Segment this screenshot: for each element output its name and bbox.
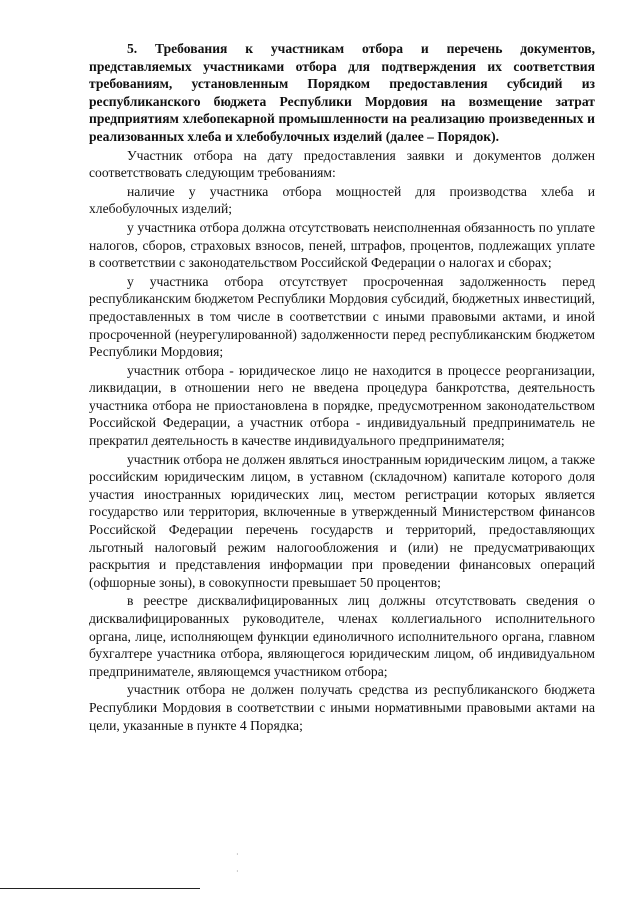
scan-artifact-dot: · bbox=[236, 867, 239, 876]
paragraph-reorganization: участник отбора - юридическое лицо не находится в процессе реорганизации, ликвидации, в отношении него не введена процедура банкротства, деятельность участника отбора не приостановлена в порядке, предусмотренном законодательством Российской Федерации, а участник отбора - индивидуальный предприниматель не прекратил деятельность в качестве индивидуального предпринимателя; bbox=[89, 362, 595, 449]
document-body bbox=[89, 40, 595, 734]
paragraph-foreign-entity: участник отбора не должен являться иностранным юридическим лицом, а также российским юридическим лицом, в уставном (складочном) капитале которого доля участия иностранных юридических лиц, местом регистрации которых является государство или территория, включенные в утвержденный Министерством финансов Российской Федерации перечень государств и территорий, предоставляющих льготный налоговый режим налогообложения и (или) не предусматривающих раскрытия и представления информации при проведении финансовых операций (офшорные зоны), в совокупности превышает 50 процентов; bbox=[89, 451, 595, 590]
section-heading: 5. Требования к участникам отбора и перечень документов, представляемых участниками отбора для подтверждения их соответствия требованиям, установленным Порядком предоставления субсидий из республиканского бюджета Республики Мордовия на возмещение затрат предприятиям хлебопекарной промышленности на реализацию произведенных и реализованных хлеба и хлебобулочных изделий (далее – Порядок). bbox=[89, 41, 595, 144]
paragraph-disqualified-registry: в реестре дисквалифицированных лиц должны отсутствовать сведения о дисквалифицированных руководителе, членах коллегиального исполнительного органа, лице, исполняющем функции единоличного исполнительного органа, главном бухгалтере участника отбора, являющегося юридическим лицом, об индивидуальном предпринимателе, являющемся участником отбора; bbox=[89, 593, 595, 679]
paragraph-intro: Участник отбора на дату предоставления заявки и документов должен соответствовать следующим требованиям: bbox=[89, 147, 595, 181]
paragraph-capacity: наличие у участника отбора мощностей для производства хлеба и хлебобулочных изделий; bbox=[89, 183, 595, 217]
paragraph-taxes: у участника отбора должна отсутствовать неисполненная обязанность по уплате налогов, сборов, страховых взносов, пеней, штрафов, процентов, подлежащих уплате в соответствии с законодательством Российской Федерации о налогах и сборах; bbox=[89, 219, 595, 271]
footer-rule bbox=[0, 888, 200, 889]
paragraph-other-funds: участник отбора не должен получать средства из республиканского бюджета Республики Мордовия в соответствии с иными нормативными правовыми актами на цели, указанные в пункте 4 Порядка; bbox=[89, 682, 595, 733]
paragraph-debt: у участника отбора отсутствует просроченная задолженность перед республиканским бюджетом Республики Мордовия субсидий, бюджетных инвестиций, предоставленных в том числе в соответствии с иными правовыми актами, и иной просроченной (неурегулированной) задолженности перед республиканским бюджетом Республики Мордовия; bbox=[89, 273, 595, 360]
scan-artifact-dot: · bbox=[236, 850, 239, 859]
